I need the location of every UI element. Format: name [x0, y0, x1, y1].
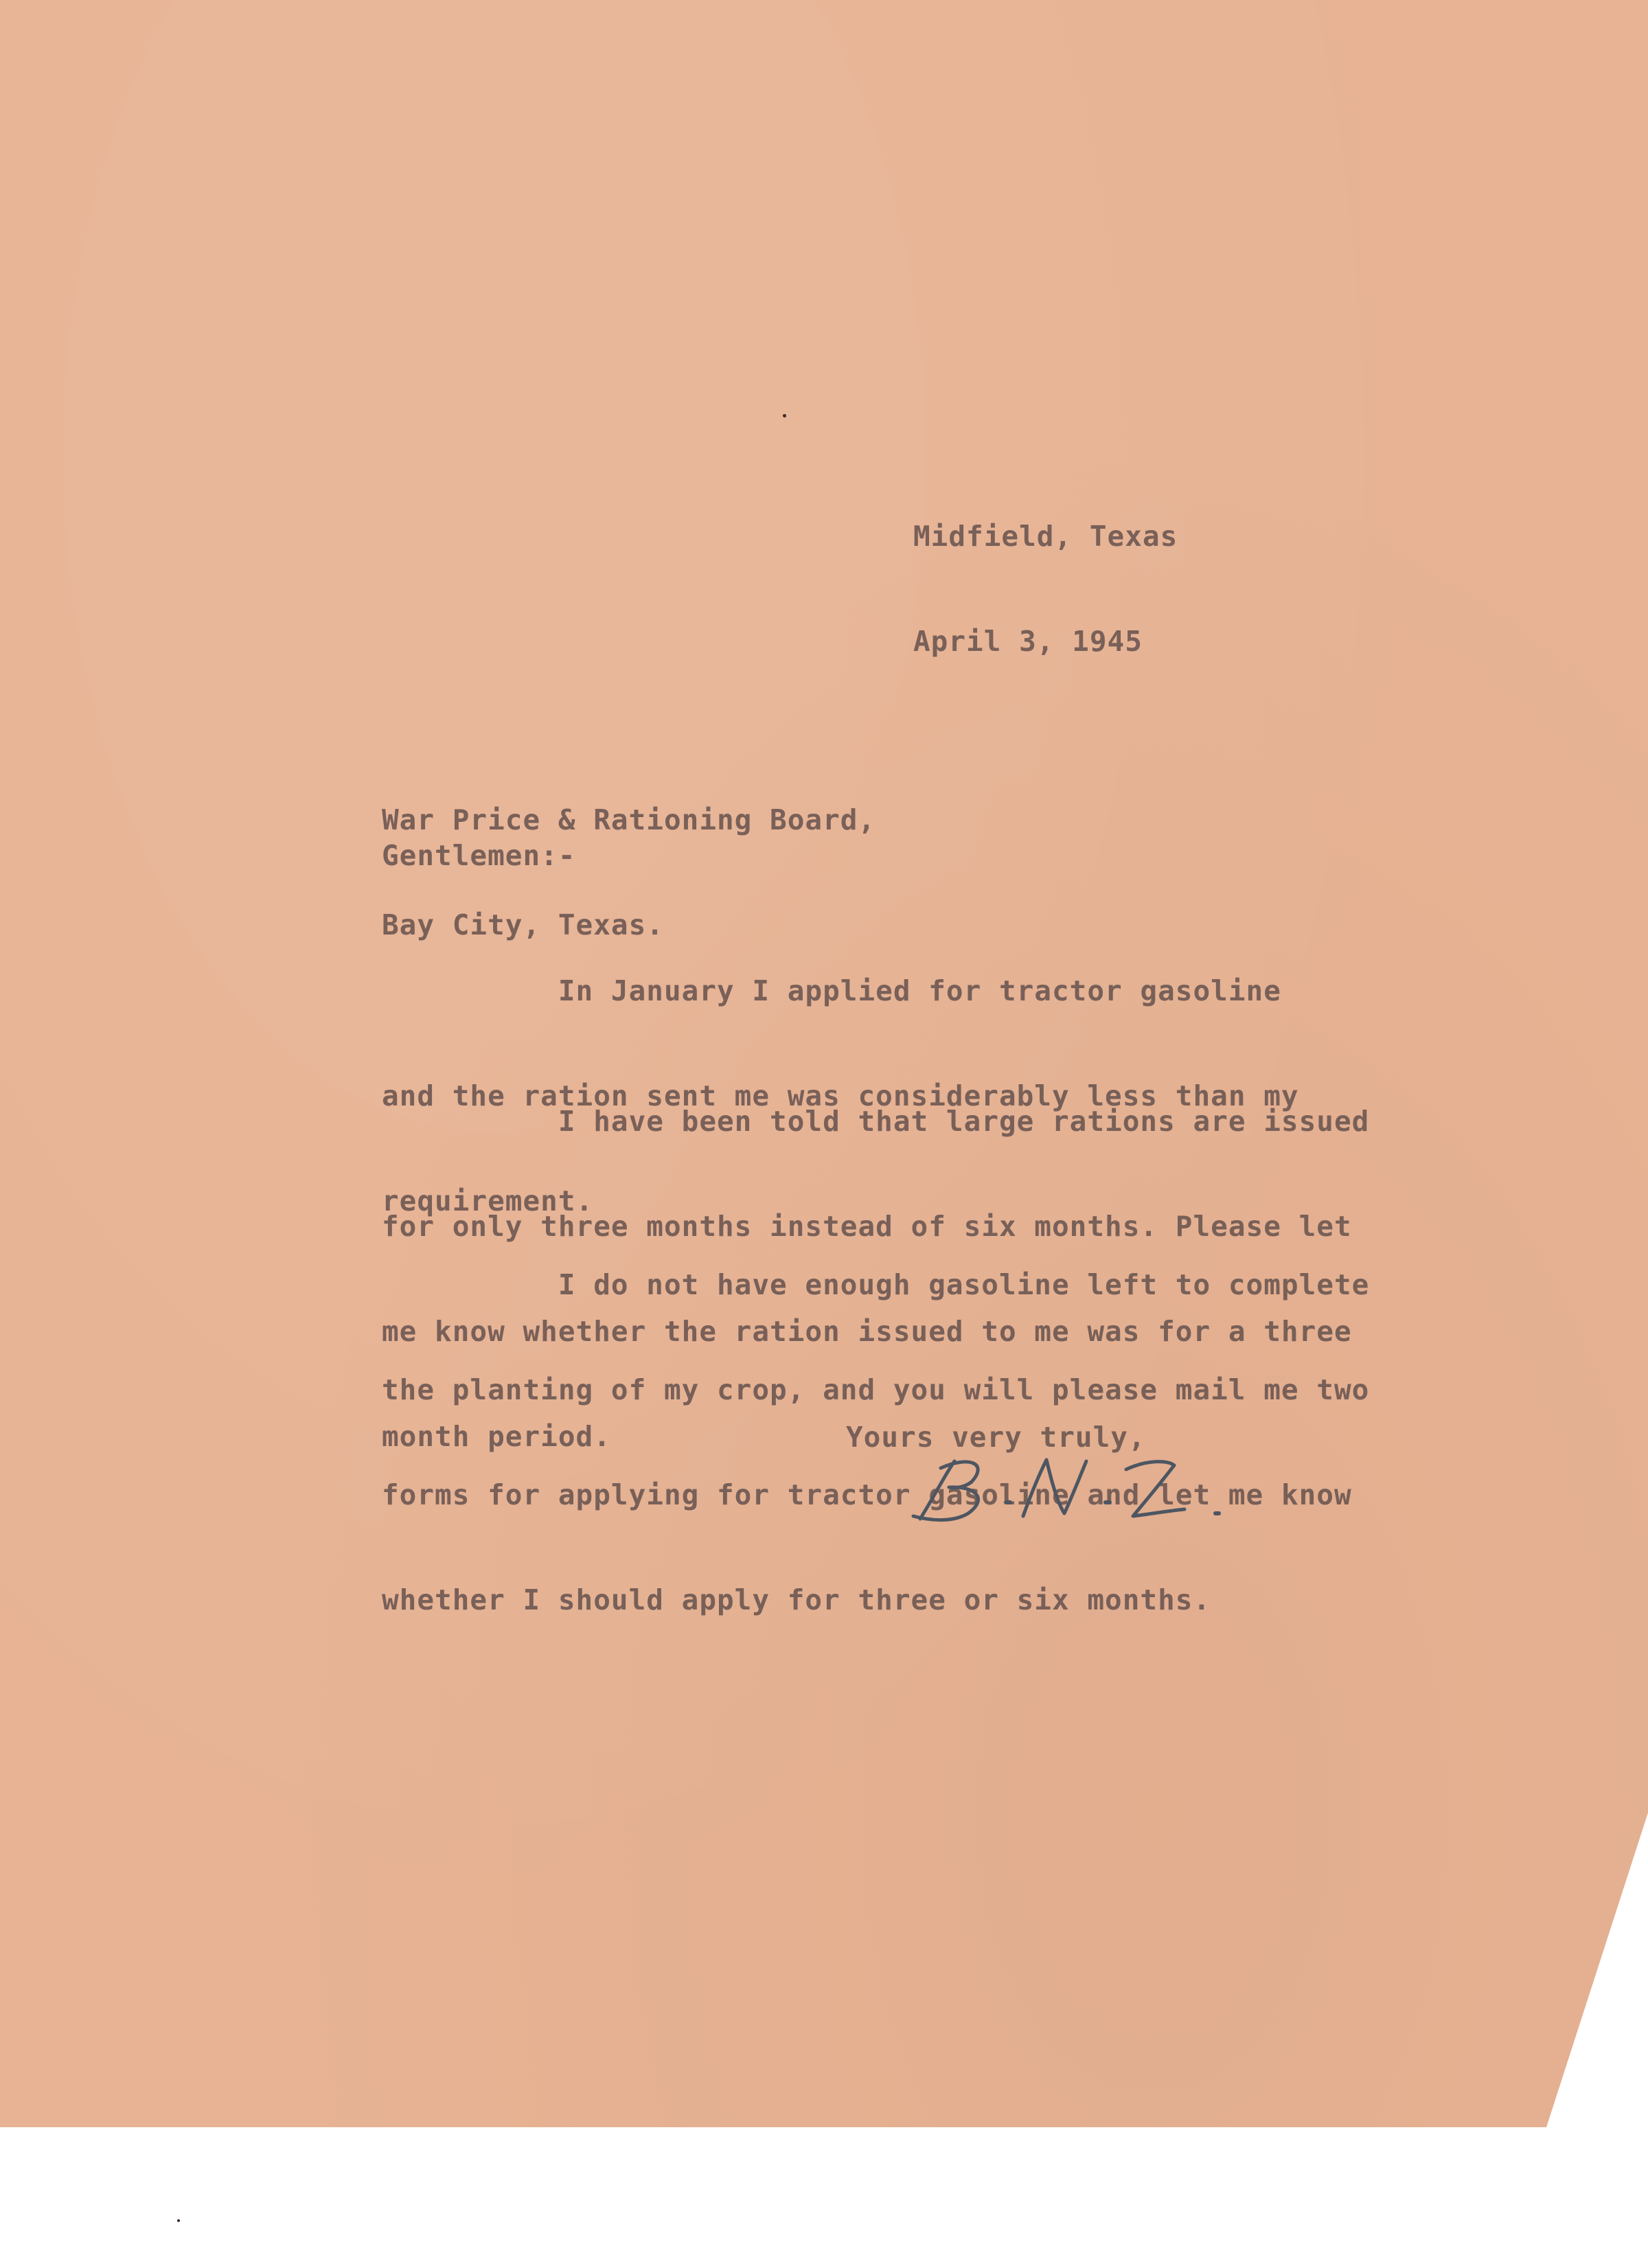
ink-speck [783, 414, 786, 417]
place-line: Midfield, Texas [913, 520, 1178, 553]
ink-speck [177, 2219, 180, 2222]
recipient-line-2: Bay City, Texas. [382, 908, 664, 941]
closing-line: Yours very truly, [846, 1421, 1146, 1454]
recipient-line-1: War Price & Rationing Board, [382, 803, 876, 836]
date-line: April 3, 1945 [913, 625, 1143, 658]
paragraph-line: whether I should apply for three or six months. [382, 1583, 1211, 1616]
paragraph-line: and the ration sent me was considerably less than my [382, 1079, 1299, 1112]
paragraph-line: me know whether the ration issued to me was for a three [382, 1315, 1352, 1348]
handwritten-signature [893, 1442, 1236, 1531]
paragraph-line: I do not have enough gasoline left to complete [382, 1268, 1370, 1301]
paragraph-line: for only three months instead of six months. Please let [382, 1210, 1352, 1243]
paragraph-line: forms for applying for tractor gasoline and let me know [382, 1478, 1352, 1511]
letter-header [913, 449, 1178, 729]
salutation: Gentlemen:- [382, 839, 576, 872]
paragraph-line: the planting of my crop, and you will please mail me two [382, 1373, 1370, 1406]
paragraph-line: In January I applied for tractor gasoline [382, 974, 1281, 1007]
paragraph-line: requirement. [382, 1184, 594, 1217]
paragraph-line: I have been told that large rations are issued [382, 1105, 1370, 1138]
paragraph-line: month period. [382, 1420, 611, 1453]
